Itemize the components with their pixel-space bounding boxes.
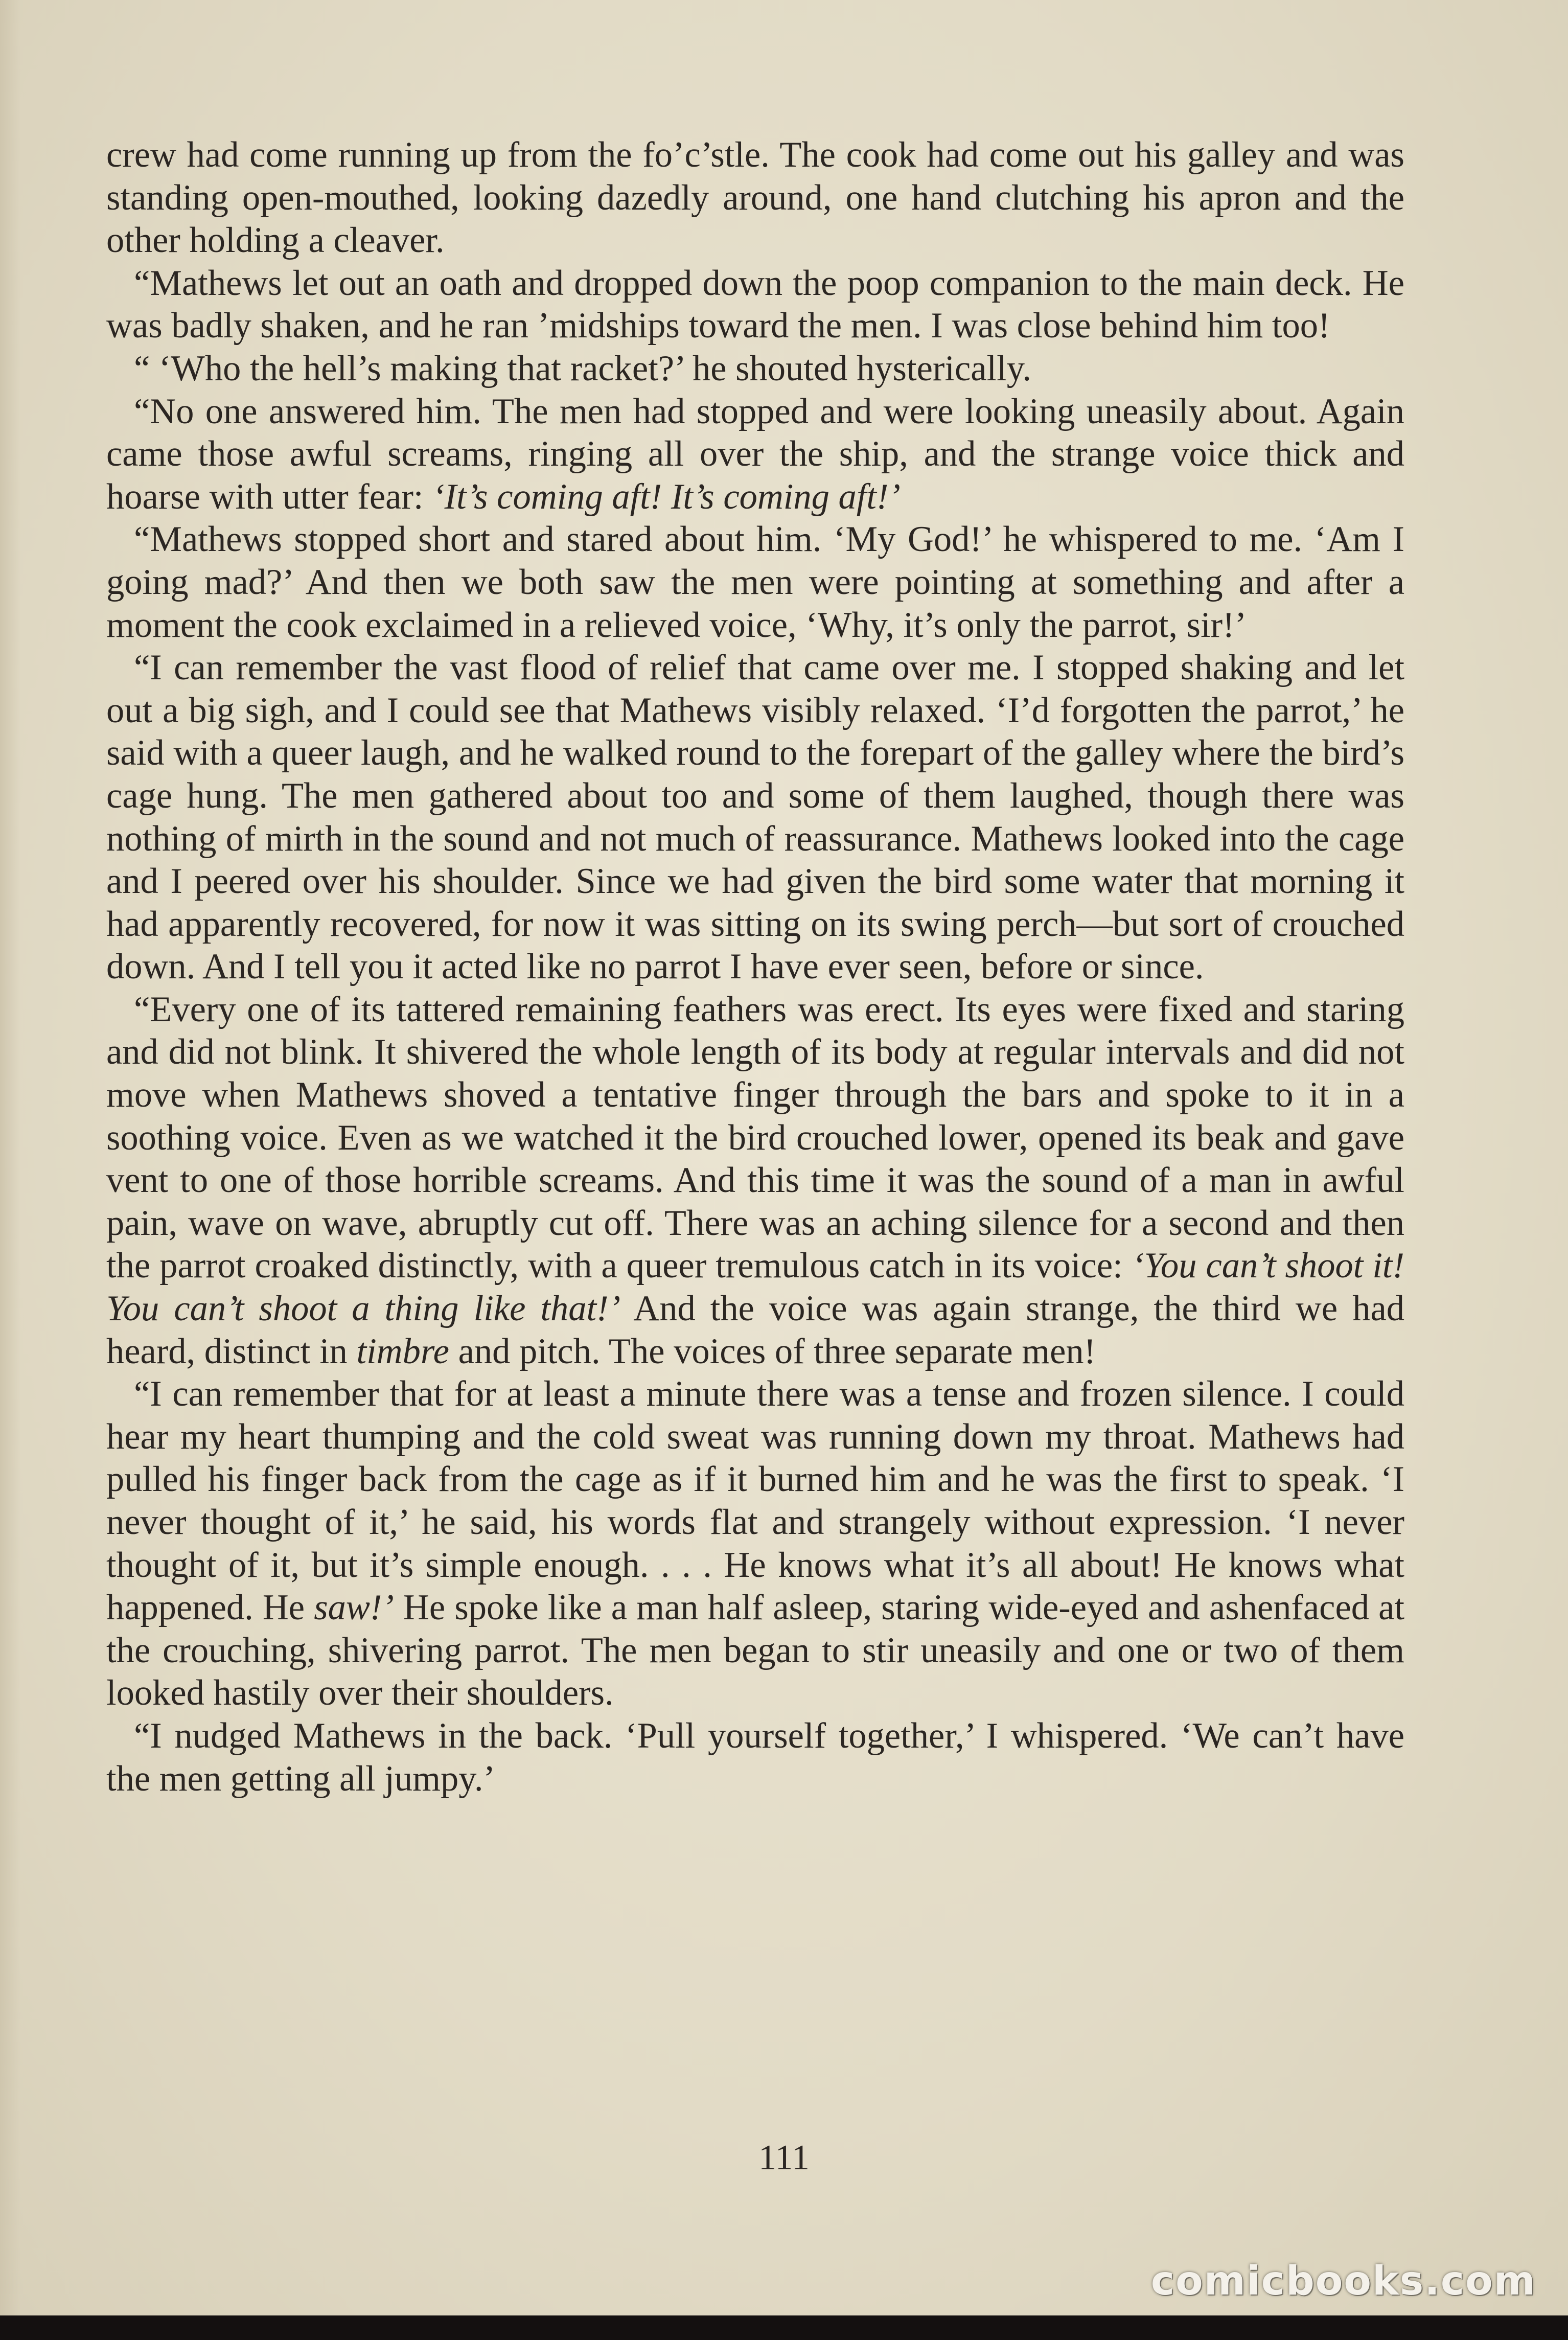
paragraph — [106, 262, 1404, 348]
text-run: He spoke like a man half asleep, staring wide-eyed and ashenfaced at the crouching, shivering parrot. The men began to stir uneasily and one or two of them looked hastily over their shoulders. — [106, 1588, 1405, 1713]
paragraph — [106, 1715, 1404, 1800]
site-watermark: comicbooks.com — [1150, 2258, 1536, 2304]
italic-text: saw!’ — [314, 1588, 394, 1628]
paragraph — [106, 391, 1404, 519]
text-run: “Every one of its tattered remaining feathers was erect. Its eyes were fixed and staring and did not blink. It shivered the whole length of its body at regular intervals and did not move when Mathews shoved a tentative finger through the bars and spoke to it in a soothing voice. Even as we watched it the bird crouched lower, opened its beak and gave vent to one of those horrible screams. And this time it was the sound of a man in awful pain, wave on wave, abruptly cut off. There was an aching silence for a second and then the parrot croaked distinctly, with a queer tremulous catch in its voice: — [106, 989, 1404, 1286]
text-run: “I can remember that for at least a minute there was a tense and frozen silence. I could hear my heart thumping and the cold sweat was running down my throat. Mathews had pulled his finger back from the cage as if it burned him and he was the first to speak. ‘I never thought of it,’ he said, his words flat and strangely without expression. ‘I never thought of it, but it’s simple enough. . . . He knows what it’s all about! He knows what happened. He — [106, 1374, 1404, 1628]
body-text — [106, 134, 1404, 1800]
italic-text: timbre — [356, 1331, 449, 1371]
paragraph — [106, 1373, 1404, 1715]
text-run: “Mathews stopped short and stared about him. ‘My God!’ he whispered to me. ‘Am I going mad?’ And then we both saw the men were pointing at something and after a moment the cook exclaimed in a relieved voice, ‘Why, it’s only the parrot, sir!’ — [106, 519, 1404, 645]
text-run: And the voice was again strange, the third we had heard, distinct in — [106, 1289, 1404, 1371]
paragraph — [106, 989, 1404, 1373]
text-run: and pitch. The voices of three separate men! — [449, 1331, 1096, 1371]
page-edge-shadow — [0, 0, 20, 2315]
italic-text: ‘It’s coming aft! It’s coming aft!’ — [432, 476, 901, 517]
paragraph — [106, 518, 1404, 647]
text-run: “Mathews let out an oath and dropped down the poop companion to the main deck. He was badly shaken, and he ran ’midships toward the men. I was close behind him too! — [106, 263, 1404, 346]
paragraph — [106, 647, 1404, 989]
scan-bottom-band — [0, 2315, 1568, 2340]
paragraph — [106, 134, 1404, 262]
text-run: “I nudged Mathews in the back. ‘Pull yourself together,’ I whispered. ‘We can’t have the men getting all jumpy.’ — [106, 1715, 1404, 1799]
paragraph — [106, 348, 1404, 391]
text-run: crew had come running up from the fo’c’stle. The cook had come out his galley and was standing open-mouthed, looking dazedly around, one hand clutching his apron and the other holding a cleaver. — [106, 135, 1404, 261]
page-number: 111 — [758, 2138, 810, 2177]
text-run: “No one answered him. The men had stopped and were looking uneasily about. Again came those awful screams, ringing all over the ship, and the strange voice thick and hoarse with utter fear: — [106, 391, 1404, 517]
text-run: “I can remember the vast flood of relief that came over me. I stopped shaking and let out a big sigh, and I could see that Mathews visibly relaxed. ‘I’d forgotten the parrot,’ he said with a queer laugh, and he walked round to the forepart of the galley where the bird’s cage hung. The men gathered about too and some of them laughed, though there was nothing of mirth in the sound and not much of reassurance. Mathews looked into the cage and I peered over his shoulder. Since we had given the bird some water that morning it had apparently recovered, for now it was sitting on its swing perch—but sort of crouched down. And I tell you it acted like no parrot I have ever seen, before or since. — [106, 648, 1404, 987]
text-run: “ ‘Who the hell’s making that racket?’ he shouted hysterically. — [134, 348, 1031, 388]
italic-text: ‘You can’t shoot it! You can’t shoot a thing like that!’ — [106, 1246, 1404, 1329]
